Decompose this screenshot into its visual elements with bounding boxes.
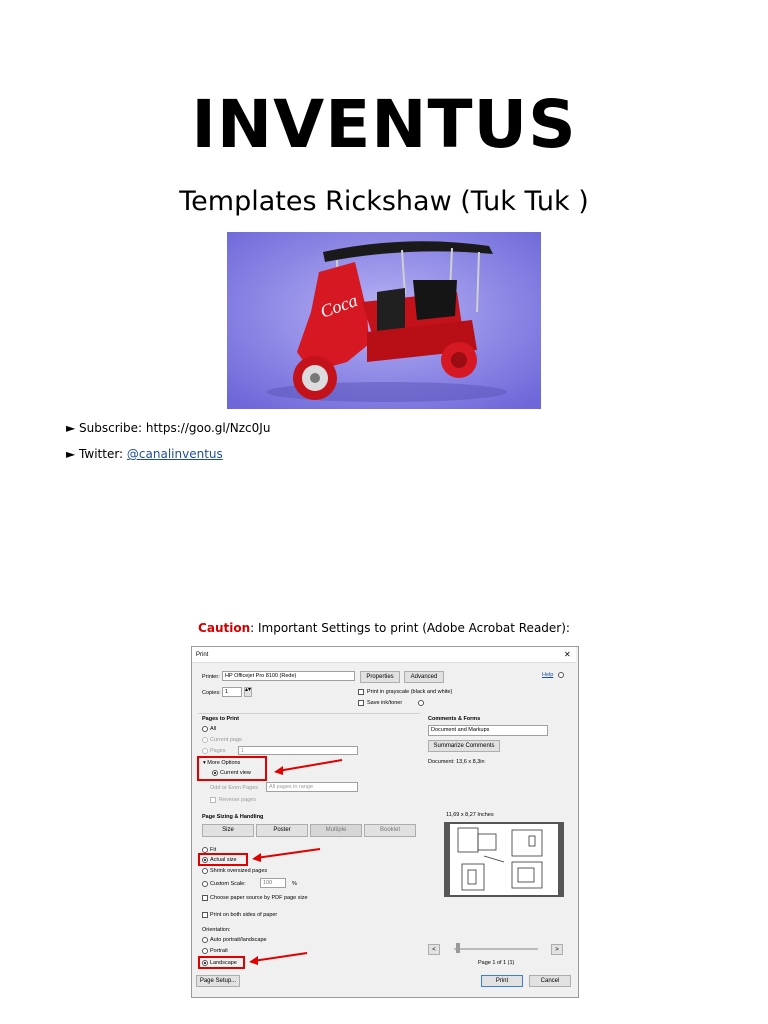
save-ink-checkbox[interactable] [358, 700, 364, 706]
copies-stepper[interactable]: ▴▾ [244, 687, 252, 697]
document-subtitle: Templates Rickshaw (Tuk Tuk ) [179, 186, 589, 217]
properties-button[interactable]: Properties [360, 671, 400, 683]
reverse-checkbox[interactable] [210, 797, 216, 803]
reverse-label: Reverse pages [219, 797, 256, 803]
paper-source-label: Choose paper source by PDF page size [210, 895, 308, 901]
cancel-button[interactable]: Cancel [529, 975, 571, 987]
comments-heading: Comments & Forms [428, 716, 481, 722]
document-size: Document: 13,6 x 8,3in [428, 759, 485, 765]
landscape-label: Landscape [210, 960, 237, 966]
portrait-label: Portrait [210, 948, 228, 954]
copies-field[interactable]: 1 [222, 687, 242, 697]
pages-field[interactable]: 1 [238, 746, 358, 755]
current-view-label: Current view [220, 770, 251, 776]
comments-select[interactable]: Document and Markups [428, 725, 548, 736]
shrink-radio[interactable] [202, 868, 208, 874]
dialog-titlebar [192, 647, 576, 663]
pages-to-print-heading: Pages to Print [202, 716, 239, 722]
advanced-button[interactable]: Advanced [404, 671, 444, 683]
printer-select[interactable]: HP Officejet Pro 8100 (Rede) [222, 671, 355, 681]
percent-label: % [292, 881, 297, 887]
all-radio[interactable] [202, 726, 208, 732]
info-icon [418, 700, 424, 706]
printer-label: Printer: [202, 674, 220, 680]
both-sides-checkbox[interactable] [202, 912, 208, 918]
document-title: INVENTUS [191, 86, 577, 163]
orientation-label: Orientation: [202, 927, 231, 933]
print-dialog [191, 646, 579, 998]
next-page-button[interactable]: > [551, 944, 563, 955]
twitter-line [66, 447, 223, 461]
caution-label: Caution [198, 621, 251, 635]
svg-text:Coca: Coca [317, 289, 361, 322]
page-setup-button[interactable]: Page Setup... [196, 975, 240, 987]
sizing-heading: Page Sizing & Handling [202, 814, 264, 820]
summarize-button[interactable]: Summarize Comments [428, 740, 500, 752]
paper-source-checkbox[interactable] [202, 895, 208, 901]
auto-label: Auto portrait/landscape [210, 937, 267, 943]
portrait-radio[interactable] [202, 948, 208, 954]
tab-poster[interactable]: Poster [256, 824, 308, 837]
highlight-box-actual-size [198, 853, 248, 866]
red-arrow-icon [247, 951, 309, 967]
shrink-label: Shrink oversized pages [210, 868, 268, 874]
tab-size[interactable]: Size [202, 824, 254, 837]
page-preview [444, 822, 564, 897]
odd-even-label: Odd or Even Pages [210, 785, 259, 791]
page-slider-thumb[interactable] [456, 943, 460, 953]
subscribe-line: ► Subscribe: https://goo.gl/Nzc0Ju [66, 421, 271, 435]
red-arrow-icon [250, 847, 322, 863]
grayscale-checkbox[interactable] [358, 689, 364, 695]
help-icon[interactable] [558, 672, 564, 678]
custom-scale-label: Custom Scale: [210, 881, 246, 887]
preview-size: 11,69 x 8,27 Inches [446, 812, 494, 818]
caution-text: : Important Settings to print (Adobe Acrobat Reader): [250, 621, 570, 635]
fit-label: Fit [210, 847, 217, 853]
both-sides-label: Print on both sides of paper [210, 912, 278, 918]
dialog-title: Print [196, 652, 209, 658]
grayscale-label: Print in grayscale (black and white) [367, 689, 453, 695]
twitter-link[interactable]: @canalinventus [126, 447, 223, 461]
save-ink-label: Save ink/toner [367, 700, 403, 706]
caution-line [0, 621, 768, 635]
red-arrow-icon [272, 757, 344, 777]
custom-scale-radio[interactable] [202, 881, 208, 887]
more-options-label: More Options [207, 760, 241, 766]
page-slider-track[interactable] [454, 948, 538, 950]
current-page-label: Current page [210, 737, 243, 743]
pages-radio[interactable] [202, 748, 208, 754]
help-link[interactable]: Help [542, 672, 554, 678]
highlight-box-landscape [198, 956, 245, 969]
odd-even-select[interactable]: All pages in range [266, 782, 358, 792]
all-label: All [210, 726, 217, 732]
rickshaw-photo [227, 232, 541, 409]
tab-booklet[interactable]: Booklet [364, 824, 416, 837]
current-page-radio[interactable] [202, 737, 208, 743]
actual-size-label: Actual size [210, 857, 237, 863]
twitter-prefix: ► Twitter: [66, 447, 127, 461]
custom-scale-field[interactable]: 100 [260, 878, 286, 888]
close-icon[interactable]: ✕ [564, 650, 571, 659]
copies-label: Copies: [202, 690, 221, 696]
more-options-toggle[interactable]: ▾ More Options [203, 760, 241, 766]
prev-page-button[interactable]: < [428, 944, 440, 955]
auto-radio[interactable] [202, 937, 208, 943]
tab-multiple[interactable]: Multiple [310, 824, 362, 837]
pages-label: Pages [210, 748, 226, 754]
highlight-box-more-options [197, 756, 267, 781]
page-counter: Page 1 of 1 (1) [478, 960, 515, 966]
print-button[interactable]: Print [481, 975, 523, 987]
